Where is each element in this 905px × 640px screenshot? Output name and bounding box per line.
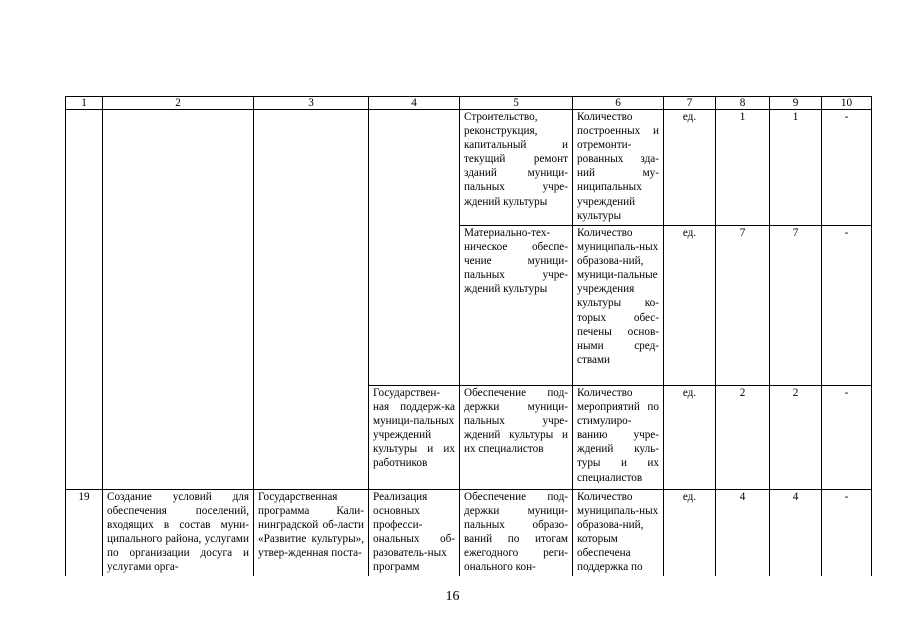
value-cell: 1	[716, 110, 770, 226]
table-cell	[254, 110, 369, 490]
value-cell: 2	[716, 386, 770, 490]
column-number: 1	[66, 97, 103, 110]
column-number: 5	[460, 97, 573, 110]
indicator-cell: Количество муниципаль-ных образова-ний, которым обеспечена поддержка по	[573, 490, 664, 576]
event-cell: Строительство, реконструкция, капитальный и текущий ремонт зданий муници-пальных учре-ждений культуры	[460, 110, 573, 226]
table-cell	[369, 110, 460, 386]
column-number: 2	[103, 97, 254, 110]
unit-cell: ед.	[664, 110, 716, 226]
value-cell: 2	[770, 386, 822, 490]
subprogram-cell: Государствен-ная поддерж-ка муници-пальных учреждений культуры и их работников	[369, 386, 460, 490]
value-cell: -	[822, 226, 872, 386]
event-cell: Обеспечение под-держки муници-пальных образо-ваний по итогам ежегодного реги-онального кон-	[460, 490, 573, 576]
column-number: 8	[716, 97, 770, 110]
table-row	[66, 110, 872, 226]
indicator-cell: Количество мероприятий по стимулиро-ванию учре-ждений куль-туры и их специалистов	[573, 386, 664, 490]
page-number: 16	[445, 589, 460, 604]
unit-cell: ед.	[664, 226, 716, 386]
column-number: 9	[770, 97, 822, 110]
indicator-cell: Количество построенных и отремонти-рованных зда-ний му-ниципальных учреждений культуры	[573, 110, 664, 226]
indicator-cell: Количество муниципаль-ных образова-ний, муници-пальные учреждения культуры ко-торых обес-печены основ-ными сред-ствами	[573, 226, 664, 386]
unit-cell: ед.	[664, 490, 716, 576]
value-cell: 4	[770, 490, 822, 576]
program-table	[65, 96, 872, 576]
value-cell: -	[822, 490, 872, 576]
program-cell: Государственная программа Кали-нинградской об-ласти «Развитие культуры», утвер-жденная поста-	[254, 490, 369, 576]
column-number: 3	[254, 97, 369, 110]
row-number-cell: 19	[66, 490, 103, 576]
column-number: 7	[664, 97, 716, 110]
event-cell: Материально-тех-ническое обеспе-чение муници-пальных учре-ждений культуры	[460, 226, 573, 386]
value-cell: -	[822, 386, 872, 490]
column-number: 6	[573, 97, 664, 110]
value-cell: 7	[770, 226, 822, 386]
task-cell: Создание условий для обеспечения поселений, входящих в состав муни-ципального района, услугами по организации досуга и услугами орга-	[103, 490, 254, 576]
value-cell: 1	[770, 110, 822, 226]
value-cell: -	[822, 110, 872, 226]
value-cell: 7	[716, 226, 770, 386]
column-number: 10	[822, 97, 872, 110]
unit-cell: ед.	[664, 386, 716, 490]
table-row	[66, 490, 872, 576]
column-number: 4	[369, 97, 460, 110]
subprogram-cell: Реализация основных професси-ональных об-разователь-ных программ	[369, 490, 460, 576]
table-cell	[103, 110, 254, 490]
event-cell: Обеспечение под-держки муници-пальных учре-ждений культуры и их специалистов	[460, 386, 573, 490]
table-cell	[66, 110, 103, 490]
value-cell: 4	[716, 490, 770, 576]
column-number-row	[66, 97, 872, 110]
